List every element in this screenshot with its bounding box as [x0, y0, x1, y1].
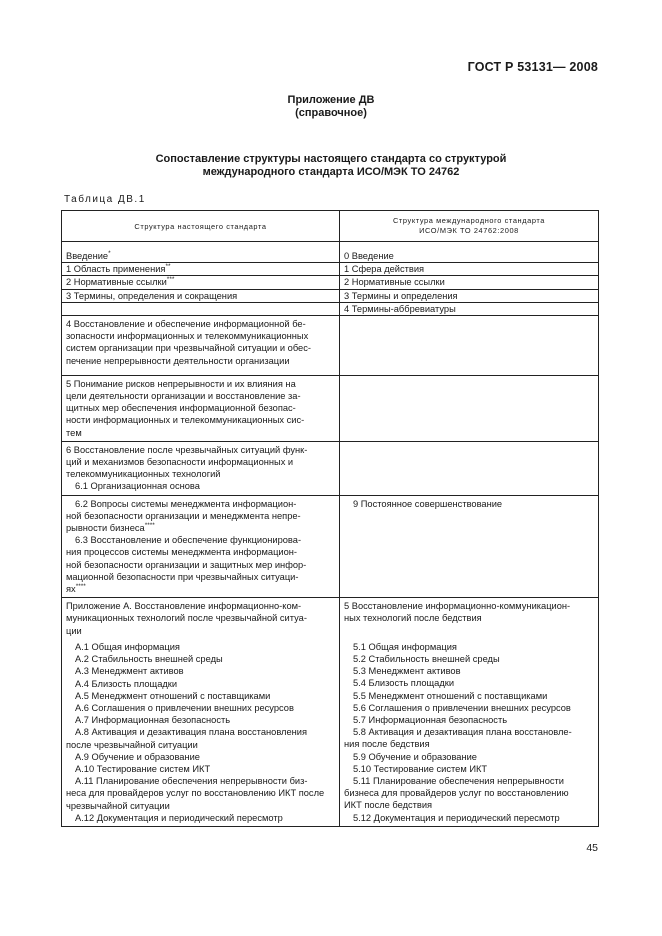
annex-left-item: чрезвычайной ситуации — [66, 800, 170, 811]
table-row-intro — [62, 242, 599, 316]
section-6-1: 6.1 Организационная основа — [75, 481, 200, 492]
annex-left-title-line: ции — [66, 625, 82, 636]
annex-right-item: 5.6 Соглашения о привлечении внешних ресурсов — [353, 702, 571, 713]
annex-left-item: А.5 Менеджмент отношений с поставщиками — [75, 690, 271, 701]
section-6-2-cell — [66, 498, 335, 535]
section-6-3-line: ния процессов системы менеджмента информацион- — [66, 547, 297, 558]
annex-right-item: 5.7 Информационная безопасность — [353, 714, 508, 725]
section-5-line: 5 Понимание рисков непрерывности и их влияния на — [66, 378, 296, 389]
section-6-line: ций и механизмов безопасности информационных и — [66, 457, 294, 468]
appendix-title: Приложение ДВ — [287, 94, 375, 106]
annex-right-item: 5.12 Документация и периодический пересмотр — [353, 812, 560, 823]
section-4-line: 4 Восстановление и обеспечение информационной бе- — [66, 319, 306, 330]
annex-left-title-line: Приложение А. Восстановление информационно-ком- — [66, 601, 302, 612]
section-6-3-line: мационной безопасности при чрезвычайных ситуаци- — [66, 571, 299, 582]
annex-left-item: после чрезвычайной ситуации — [66, 739, 198, 750]
annex-left-item: А.6 Соглашения о привлечении внешних ресурсов — [75, 702, 294, 713]
section-6-2-line: 6.2 Вопросы системы менеджмента информацион- — [75, 498, 297, 509]
intro-right-line: 2 Нормативные ссылки — [340, 276, 598, 289]
section-6-3-line: ной безопасности организации и защитных мер инфор- — [66, 559, 307, 570]
annex-left-item: А.11 Планирование обеспечения непрерывности биз- — [75, 776, 308, 787]
comparison-title-line1: Сопоставление структуры настоящего стандарта со структурой — [155, 153, 507, 165]
section-6-3-cell — [66, 534, 335, 595]
intro-left-line: Введение* — [62, 250, 339, 263]
intro-right-line: 4 Термины-аббревиатуры — [344, 303, 456, 314]
section-9-right: 9 Постоянное совершенствование — [353, 498, 503, 509]
annex-right-item: 5.4 Близость площадки — [353, 678, 455, 689]
section-5-cell — [66, 378, 335, 439]
annex-right-title — [344, 600, 594, 624]
annex-right-item: 5.2 Стабильность внешней среды — [353, 653, 500, 664]
annex-right-item: 5.9 Обучение и образование — [353, 751, 477, 762]
section-6-3-line: 6.3 Восстановление и обеспечение функционирова- — [75, 535, 302, 546]
section-5-line: цели деятельности организации и восстановление за- — [66, 391, 301, 402]
section-4-line: систем организации при чрезвычайной ситуации и обес- — [66, 343, 311, 354]
section-4-line: зопасности информационных и телекоммуникационных — [66, 331, 309, 342]
intro-right-cell — [340, 250, 598, 315]
section-5-line: ности информационных и телекоммуникационных сис- — [66, 415, 305, 426]
appendix-subtitle: (справочное) — [295, 107, 367, 119]
section-4-cell — [66, 318, 335, 367]
table-row — [62, 375, 599, 441]
section-6-line: 6 Восстановление после чрезвычайных ситуаций функ- — [66, 444, 308, 455]
header-right-line2: ИСО/МЭК ТО 24762:2008 — [419, 226, 519, 235]
appendix-heading — [0, 94, 662, 120]
annex-right-title-line: 5 Восстановление информационно-коммуникацион- — [344, 601, 571, 612]
comparison-table — [61, 210, 599, 827]
table-label: Таблица ДВ.1 — [64, 194, 146, 205]
annex-right-item: 5.10 Тестирование систем ИКТ — [353, 763, 488, 774]
intro-left-line: 3 Термины, определения и сокращения — [62, 290, 339, 303]
table-header-row — [62, 211, 599, 242]
annex-left-item: А.9 Обучение и образование — [75, 751, 200, 762]
annex-right-item: 5.8 Активация и дезактивация плана восстановле- — [353, 727, 572, 738]
standard-number: ГОСТ Р 53131— 2008 — [467, 60, 598, 74]
table-row — [62, 316, 599, 376]
intro-right-line: 0 Введение — [340, 250, 598, 263]
intro-right-line: 1 Сфера действия — [340, 263, 598, 276]
annex-left-title-line: муникационных технологий после чрезвычайной ситуа- — [66, 613, 307, 624]
annex-left-item: А.8 Активация и дезактивация плана восстановления — [75, 727, 307, 738]
annex-right-item: 5.5 Менеджмент отношений с поставщиками — [353, 690, 548, 701]
comparison-title-line2: международного стандарта ИСО/МЭК ТО 24762 — [202, 166, 460, 178]
table-row — [62, 598, 599, 827]
header-left: Структура настоящего стандарта — [62, 211, 340, 242]
annex-right-item: ния после бедствия — [344, 739, 430, 750]
annex-left-item: А.4 Близость площадки — [75, 678, 178, 689]
annex-left-item: неса для провайдеров услуг по восстановлению ИКТ после — [66, 788, 325, 799]
section-6-line: телекоммуникационных технологий — [66, 469, 221, 480]
table-row — [62, 441, 599, 495]
annex-left-item: А.7 Информационная безопасность — [75, 715, 231, 726]
annex-left-item: А.10 Тестирование систем ИКТ — [75, 763, 211, 774]
table-row — [62, 495, 599, 598]
annex-left-item: А.2 Стабильность внешней среды — [75, 654, 223, 665]
intro-left-line: 1 Область применения** — [62, 263, 339, 276]
section-5-line: щитных мер обеспечения информационной безопас- — [66, 403, 296, 414]
annex-left-title — [66, 600, 335, 637]
section-6-3-line: ях**** — [66, 582, 86, 595]
annex-right-items — [344, 641, 594, 824]
header-right — [340, 211, 599, 242]
section-4-line: печение непрерывности деятельности организации — [66, 355, 290, 366]
annex-right-title-line: ных технологий после бедствия — [344, 613, 482, 624]
annex-left-items — [66, 641, 335, 824]
intro-left-line — [62, 303, 339, 315]
annex-right-item: 5.11 Планирование обеспечения непрерывности — [353, 775, 564, 786]
annex-right-item: 5.3 Менеджмент активов — [353, 666, 461, 677]
header-right-line1: Структура международного стандарта — [393, 216, 545, 225]
page-number: 45 — [586, 842, 598, 854]
section-6-cell — [66, 444, 335, 481]
intro-right-line: 3 Термины и определения — [340, 290, 598, 303]
annex-left-item: А.12 Документация и периодический пересмотр — [75, 812, 283, 823]
annex-left-item: А.3 Менеджмент активов — [75, 666, 184, 677]
annex-right-item: ИКТ после бедствия — [344, 800, 433, 811]
annex-right-item: 5.1 Общая информация — [353, 641, 457, 652]
comparison-title — [0, 153, 662, 179]
section-6-2-line: ной безопасности организации и менеджмента непре- — [66, 510, 301, 521]
intro-left-line: 2 Нормативные ссылки*** — [62, 276, 339, 289]
annex-right-item: бизнеса для провайдеров услуг по восстановлению — [344, 788, 569, 799]
section-5-line: тем — [66, 427, 82, 438]
intro-left-cell — [62, 250, 339, 315]
annex-left-item: А.1 Общая информация — [75, 641, 180, 652]
section-6-2-line: рывности бизнеса**** — [66, 521, 155, 534]
